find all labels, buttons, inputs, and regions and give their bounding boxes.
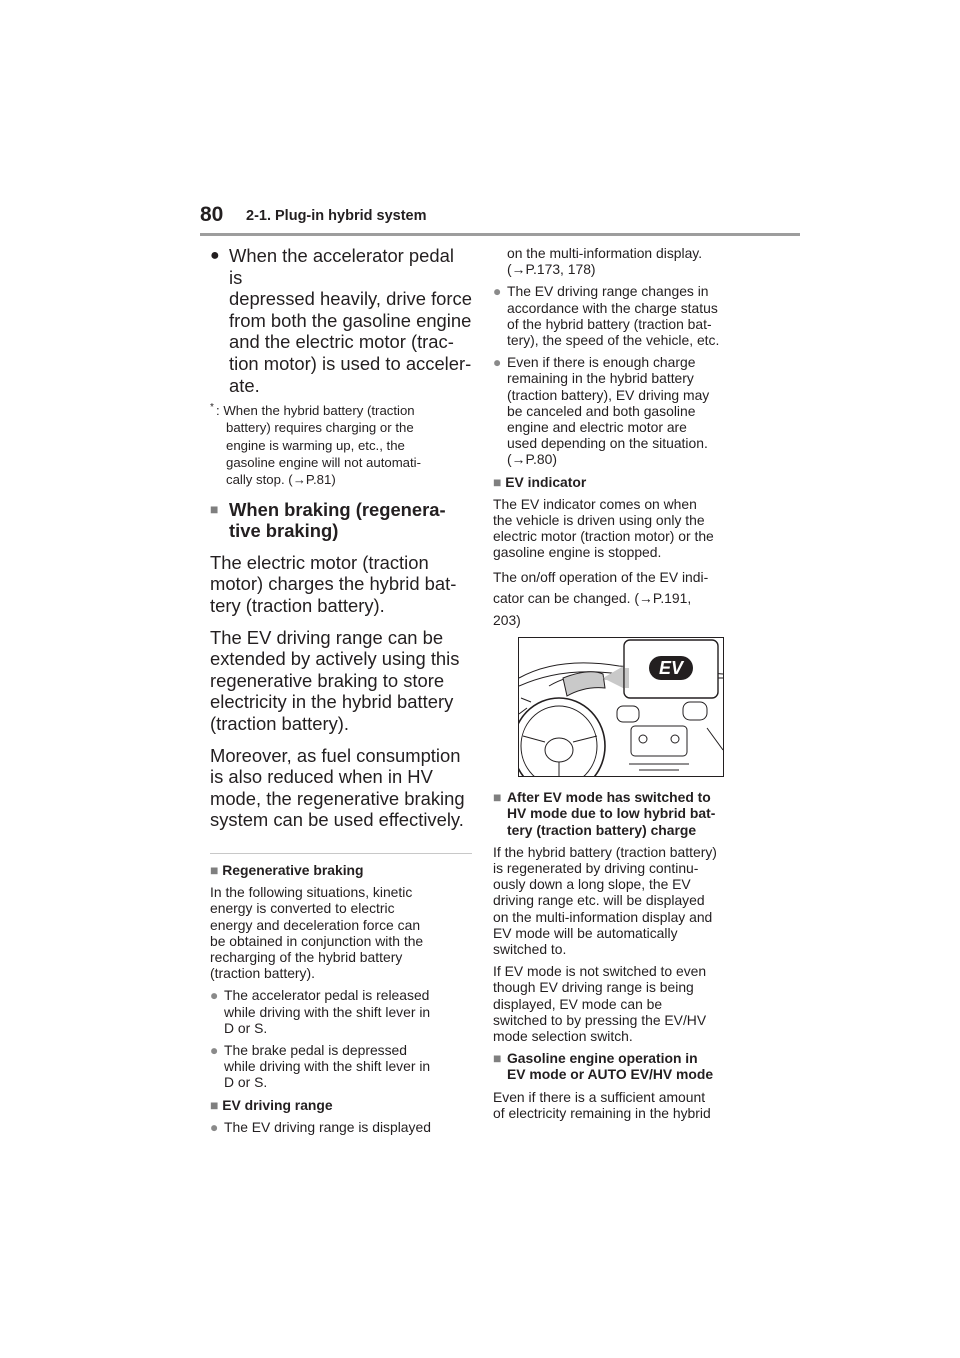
text-line: tion motor) is used to acceler- [229,352,472,374]
text-line: on the multi-information display. [507,245,703,261]
bullet-icon: ● [210,247,220,264]
bullet-icon: ● [493,283,502,300]
text-line: Moreover, as fuel consumption [210,744,461,766]
page-ref-link[interactable]: P.191, [652,590,692,607]
list-item-text [224,1042,430,1091]
text-line: recharging of the hybrid battery [210,948,403,965]
text-line: extended by actively using this [210,648,460,670]
bullet-icon: ● [493,354,502,371]
braking-heading [210,499,472,542]
text-line: of the hybrid battery (traction bat- [507,315,712,332]
heading-text: EV driving range [222,1096,333,1113]
paragraph [493,963,755,1044]
square-icon: ■ [493,789,502,806]
text-line: When braking (regenera- [229,498,446,520]
text-line: When the accelerator pedal is [229,245,454,288]
square-icon: ■ [493,473,502,490]
heading-text [507,1050,713,1082]
list-item-text [507,283,719,348]
arrow-icon: → [638,590,653,607]
text-line: engine is warming up, etc., the [226,437,405,453]
text-line: energy and deceleration force can [210,916,421,933]
text-line: (traction battery). [210,965,315,982]
text-line: though EV driving range is being [493,979,694,996]
square-icon: ■ [210,500,219,517]
text-line: tery (traction battery) charge [507,821,697,838]
footnote-text [216,402,421,488]
list-item [493,354,755,467]
text-line: tery (traction battery). [210,595,385,617]
paragraph [493,496,755,561]
text-line: tery), the speed of the vehicle, etc. [507,332,720,349]
main-bullet-text [229,245,472,396]
text-line: ate. [229,374,260,396]
dashboard-figure [518,637,724,777]
text-line: be canceled and both gasoline [507,402,696,419]
bullet-icon: ● [210,1041,219,1058]
text-line: 203) [493,611,521,628]
text-line: on the multi-information display and [493,908,713,925]
text-line: electricity in the hybrid battery [210,691,454,713]
square-icon: ■ [210,861,219,878]
page-number: 80 [200,203,224,226]
text-line: The brake pedal is depressed [224,1041,408,1058]
page-ref-link[interactable]: P.173, 178) [525,261,596,278]
ev-range-heading [210,1097,472,1113]
text-line: while driving with the shift lever in [224,1058,431,1075]
footnote [210,402,472,488]
heading-text [229,499,446,542]
text-line: Even if there is enough charge [507,354,696,371]
ev-indicator-heading [493,474,755,490]
text-line: The electric motor (traction [210,551,429,573]
text-line: Gasoline engine operation in [507,1050,698,1067]
arrow-icon: → [511,261,526,278]
text-line: from both the gasoline engine [229,309,472,331]
text-line: EV mode or AUTO EV/HV mode [507,1066,714,1083]
text-line: gasoline engine will not automati- [226,455,421,471]
text-line: tive braking) [229,520,339,542]
paragraph [493,1089,755,1121]
bullet-icon: ● [210,987,219,1004]
paragraph [210,627,472,735]
text-line: gasoline engine is stopped. [493,544,662,561]
paragraph [493,567,755,632]
page-ref-link[interactable]: P.81) [305,472,336,488]
text-line: ( [507,451,512,468]
paragraph [210,552,472,617]
text-line: D or S. [224,1074,268,1091]
list-item-text [507,354,709,467]
list-item [210,1119,472,1135]
text-line: The EV driving range can be [210,626,444,648]
text-line: be obtained in conjunction with the [210,932,424,949]
text-line: and the electric motor (trac- [229,331,454,353]
text-line: cally stop. ( [226,472,293,488]
text-line: engine and electric motor are [507,419,687,436]
arrow-icon: → [511,451,526,468]
text-line: (traction battery), EV driving may [507,386,710,403]
text-line: system can be used effectively. [210,809,464,831]
text-line: is also reduced when in HV [210,766,433,788]
text-line: The EV indicator comes on when [493,495,697,512]
text-line: HV mode due to low hybrid bat- [507,805,716,822]
text-line: motor) charges the hybrid bat- [210,573,457,595]
text-line: switched to. [493,940,567,957]
text-line: energy is converted to electric [210,900,395,917]
text-line: After EV mode has switched to [507,789,711,806]
highlight-region [563,672,605,696]
text-line: battery) requires charging or the [226,420,414,436]
text-line: If EV mode is not switched to even [493,963,707,980]
text-line: cator can be changed. ( [493,590,639,607]
text-line: Even if there is a sufficient amount [493,1088,706,1105]
square-icon: ■ [493,1050,502,1067]
square-icon: ■ [210,1096,219,1113]
bullet-icon: ● [210,1118,219,1135]
left-column [210,245,472,1135]
paragraph [210,745,472,831]
text-line: The on/off operation of the EV indi- [493,568,709,585]
ev-indicator-icon: EV [649,656,693,680]
text-line: is regenerated by driving continu- [493,859,699,876]
text-line: In the following situations, kinetic [210,884,413,901]
page-ref-link[interactable]: P.80) [525,451,557,468]
text-line: remaining in the hybrid battery [507,370,694,387]
heading-text: EV indicator [505,473,587,490]
list-item [493,283,755,348]
gasoline-heading [493,1050,755,1082]
text-line: D or S. [224,1019,268,1036]
text-line: the vehicle is driven using only the [493,512,705,529]
after-ev-heading [493,789,755,838]
text-line: ously down a long slope, the EV [493,876,691,893]
text-line: accordance with the charge status [507,299,718,316]
section-title: 2-1. Plug-in hybrid system [246,208,427,224]
text-line: switched to by pressing the EV/HV [493,1011,707,1028]
regen-paragraph [210,884,472,981]
continued-text [493,245,755,277]
text-line: If the hybrid battery (traction battery) [493,843,717,860]
text-line: of electricity remaining in the hybrid [493,1104,711,1121]
dashboard-illustration [519,638,723,776]
list-item [210,1042,472,1091]
paragraph [493,844,755,957]
text-line: mode, the regenerative braking [210,787,465,809]
text-line: displayed, EV mode can be [493,995,663,1012]
text-line: (traction battery). [210,712,349,734]
regen-heading [210,862,472,878]
text-line: ( [507,261,512,278]
text-line: EV mode will be automatically [493,924,678,941]
list-item [210,987,472,1036]
text-line: electric motor (traction motor) or the [493,528,714,545]
heading-text [507,789,715,838]
list-item-text [224,987,430,1036]
header-rule [200,233,800,236]
text-line: depressed heavily, drive force [229,288,472,310]
text-line: : When the hybrid battery (traction [216,403,415,419]
text-line: while driving with the shift lever in [224,1003,431,1020]
footnote-mark: * [210,402,214,414]
text-line: The EV driving range changes in [507,283,709,300]
main-bullet [210,245,472,396]
divider [210,853,472,854]
text-line: The accelerator pedal is released [224,987,430,1004]
list-item-text: The EV driving range is displayed [224,1118,431,1135]
arrow-icon: → [292,472,306,488]
text-line: mode selection switch. [493,1028,633,1044]
text-line: used depending on the situation. [507,435,708,452]
text-line: driving range etc. will be displayed [493,892,705,909]
heading-text: Regenerative braking [222,861,364,878]
right-column [493,245,755,1121]
text-line: regenerative braking to store [210,669,445,691]
